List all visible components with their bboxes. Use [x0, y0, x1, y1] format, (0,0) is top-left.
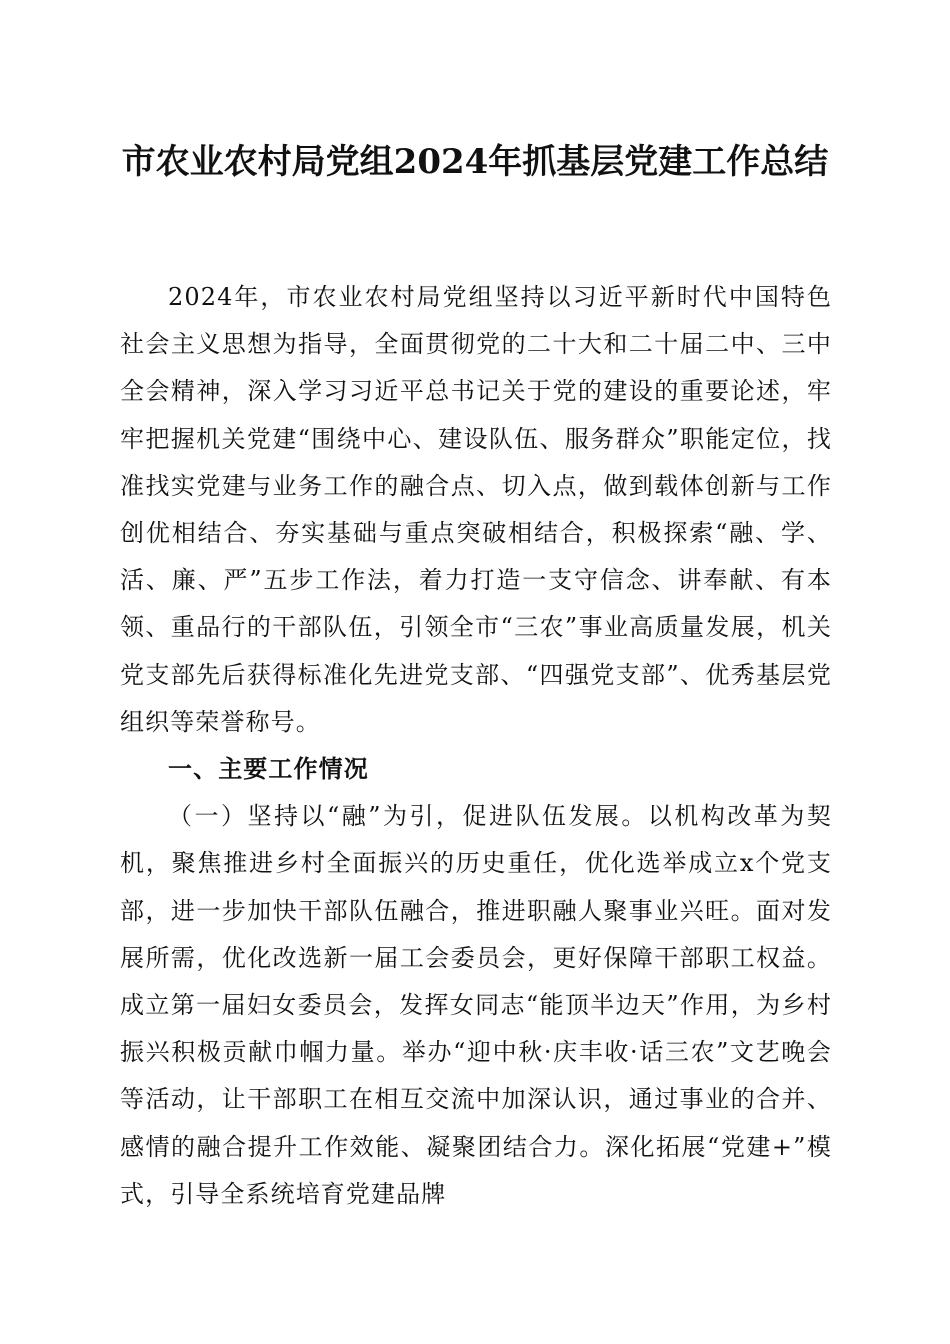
section-heading: 一、主要工作情况: [168, 755, 369, 784]
subsection-text: 以机构改革为契机，聚焦推进乡村全面振兴的历史重任，优化选举成立x个党支部，进一步加快干部队伍融合，推进职融人聚事业兴旺。面对发展所需，优化改选新一届工会委员会，更好保障干部职工权益。成立第一届妇女委员会，发挥女同志“能顶半边天”作用，为乡村振兴积极贡献巾帼力量。举办“迎中秋·庆丰收·话三农”文艺晚会等活动，让干部职工在相互交流中加深认识，通过事业的合并、感情的融合提升工作效能、凝聚团结合力。深化拓展“党建+”模式，引导全系统培育党建品牌: [120, 802, 832, 1208]
document-body: [120, 274, 832, 1218]
subsection-lead: （一）坚持以“融”为引，促进队伍发展。: [168, 802, 648, 831]
intro-paragraph: 2024年，市农业农村局党组坚持以习近平新时代中国特色社会主义思想为指导，全面贯彻党的二十大和二十届二中、三中全会精神，深入学习习近平总书记关于党的建设的重要论述，牢牢把握机关党建“围绕中心、建设队伍、服务群众”职能定位，找准找实党建与业务工作的融合点、切入点，做到载体创新与工作创优相结合、夯实基础与重点突破相结合，积极探索“融、学、活、廉、严”五步工作法，着力打造一支守信念、讲奉献、有本领、重品行的干部队伍，引领全市“三农”事业高质量发展，机关党支部先后获得标准化先进党支部、“四强党支部”、优秀基层党组织等荣誉称号。: [120, 283, 832, 736]
document-title: 市农业农村局党组2024年抓基层党建工作总结: [121, 142, 829, 182]
subsection-paragraph: [120, 793, 832, 1218]
